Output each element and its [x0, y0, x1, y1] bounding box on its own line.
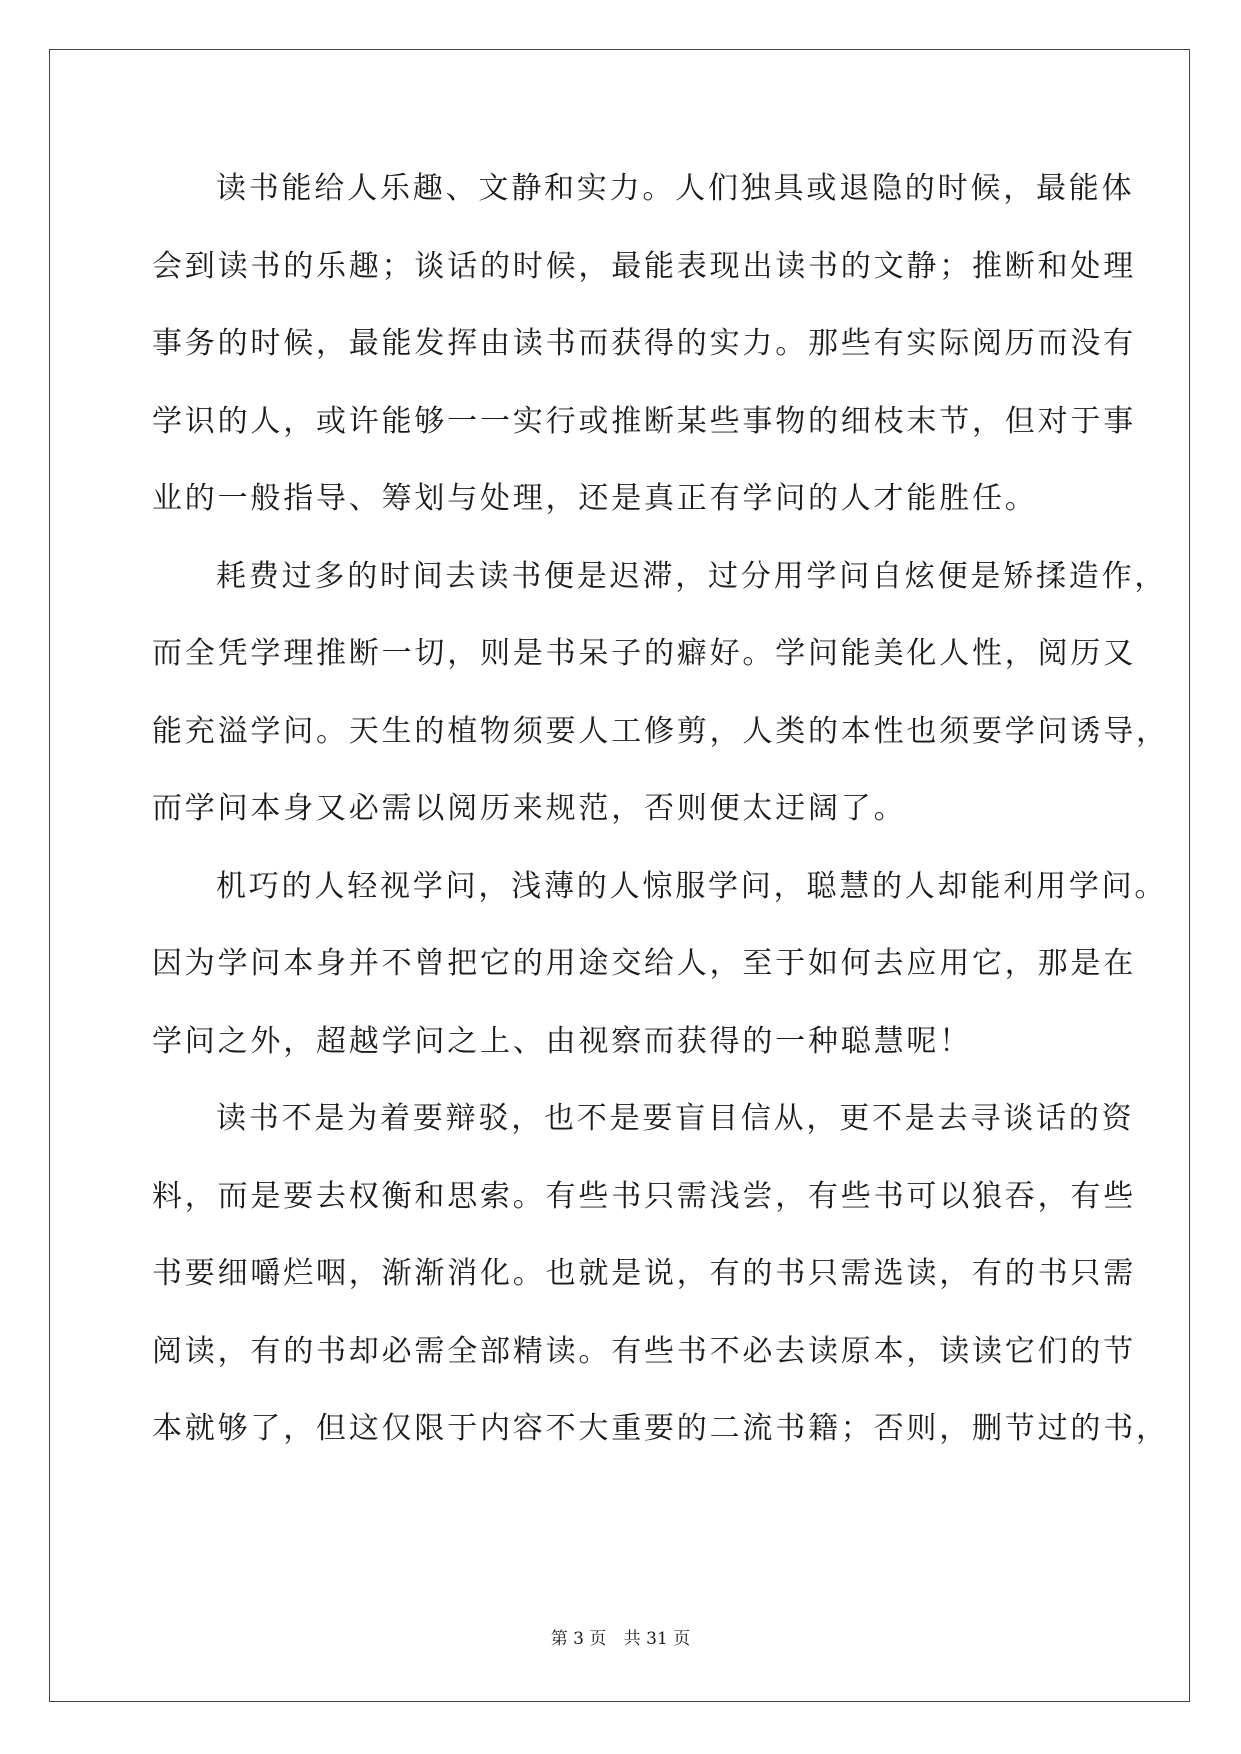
text-line: 耗费过多的时间去读书便是迟滞，过分用学问自炫便是矫揉造作，: [216, 558, 1168, 594]
text-line: 而全凭学理推断一切，则是书呆子的癖好。学问能美化人性，阅历又: [152, 636, 1136, 671]
text-line: 因为学问本身并不曾把它的用途交给人，至于如何去应用它，那是在: [152, 946, 1136, 981]
text-line: 学识的人，或许能够一一实行或推断某些事物的细枝末节，但对于事: [152, 403, 1136, 439]
text-line: 料，而是要去权衡和思索。有些书只需浅尝，有些书可以狼吞，有些: [152, 1178, 1136, 1214]
text-line: 书要细嚼烂咽，渐渐消化。也就是说，有的书只需选读，有的书只需: [152, 1256, 1136, 1291]
text-line: 读书不是为着要辩驳，也不是要盲目信从，更不是去寻谈话的资: [216, 1101, 1135, 1136]
text-line: 业的一般指导、筹划与处理，还是真正有学问的人才能胜任。: [152, 481, 1038, 516]
text-line: 能充溢学问。天生的植物须要人工修剪，人类的本性也须要学问诱导，: [152, 713, 1169, 749]
page-number: 第 3 页: [550, 1629, 607, 1649]
text-line: 会到读书的乐趣；谈话的时候，最能表现出读书的文静；推断和处理: [152, 248, 1136, 284]
text-line: 学问之外，超越学问之上、由视察而获得的一种聪慧呢！: [152, 1023, 972, 1059]
page-footer: [0, 1624, 1241, 1649]
text-line: 事务的时候，最能发挥由读书而获得的实力。那些有实际阅历而没有: [152, 326, 1136, 361]
text-line: 读书能给人乐趣、文静和实力。人们独具或退隐的时候，最能体: [216, 171, 1135, 206]
text-line: 阅读，有的书却必需全部精读。有些书不必去读原本，读读它们的节: [152, 1333, 1136, 1369]
page-total: 共 31 页: [623, 1629, 691, 1649]
document-body: [152, 160, 1169, 1478]
text-line: 本就够了，但这仅限于内容不大重要的二流书籍；否则，删节过的书，: [152, 1411, 1169, 1446]
text-line: 而学问本身又必需以阅历来规范，否则便太迂阔了。: [152, 791, 907, 826]
text-line: 机巧的人轻视学问，浅薄的人惊服学问，聪慧的人却能利用学问。: [216, 868, 1168, 904]
